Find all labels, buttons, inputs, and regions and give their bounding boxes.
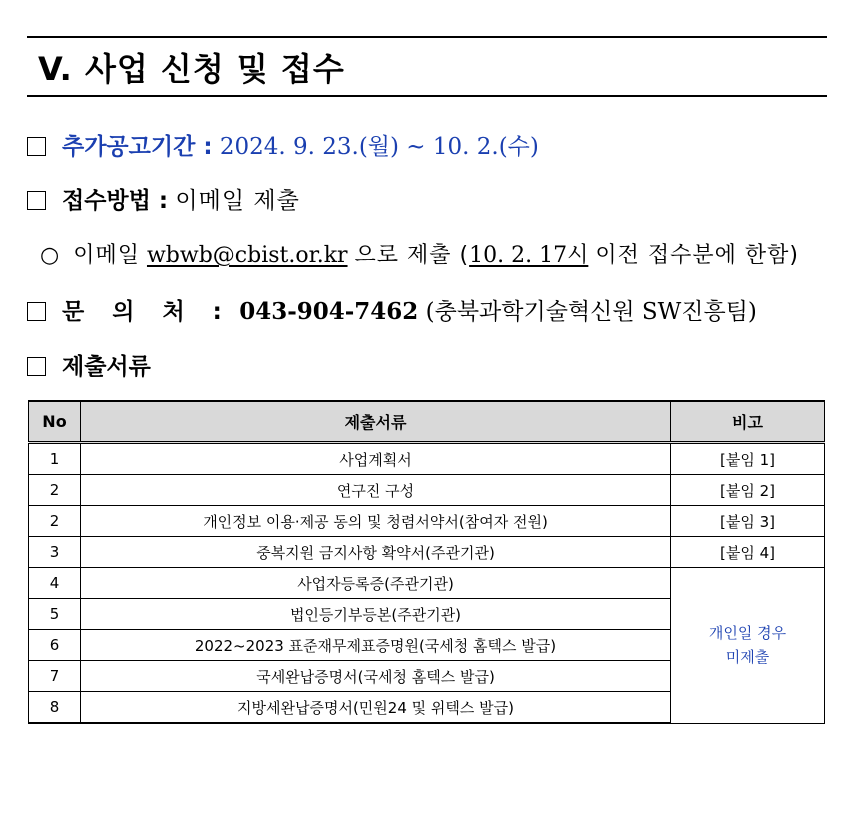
- table-row: [29, 568, 825, 599]
- period-value: 2024. 9. 23.(월) ~ 10. 2.(수): [219, 134, 539, 160]
- row-name: 지방세완납증명서(민원24 및 위텍스 발급): [81, 692, 671, 724]
- table-row: [29, 537, 825, 568]
- documents-label: 제출서류: [62, 354, 151, 380]
- row-name: 2022~2023 표준재무제표증명원(국세청 홈텍스 발급): [81, 630, 671, 661]
- row-name: 국세완납증명서(국세청 홈텍스 발급): [81, 661, 671, 692]
- row-name: 법인등기부등본(주관기관): [81, 599, 671, 630]
- row-remark: [붙임 4]: [671, 537, 825, 568]
- checkbox-icon: [27, 302, 46, 321]
- method-line: [27, 182, 300, 215]
- row-no: 5: [29, 599, 81, 630]
- email-link[interactable]: wbwb@cbist.or.kr: [146, 243, 348, 268]
- checkbox-icon: [27, 191, 46, 210]
- checkbox-icon: [27, 357, 46, 376]
- row-name: 중복지원 금지사항 확약서(주관기관): [81, 537, 671, 568]
- contact-line: [27, 293, 757, 326]
- documents-line: [27, 348, 151, 381]
- row-remark: [붙임 1]: [671, 443, 825, 475]
- title-rule: [27, 95, 827, 97]
- table-row: [29, 506, 825, 537]
- top-rule: [27, 36, 827, 38]
- checkbox-icon: [27, 137, 46, 156]
- table-header-row: [29, 401, 825, 443]
- row-name: 개인정보 이용·제공 동의 및 청렴서약서(참여자 전원): [81, 506, 671, 537]
- contact-org: (충북과학기술혁신원 SW진흥팀): [425, 299, 757, 325]
- table-row: [29, 443, 825, 475]
- row-no: 1: [29, 443, 81, 475]
- row-name: 사업계획서: [81, 443, 671, 475]
- method-label: 접수방법 :: [62, 188, 169, 214]
- row-name: 연구진 구성: [81, 475, 671, 506]
- method-detail-line: [40, 238, 799, 269]
- period-line: [27, 128, 539, 161]
- merged-remark-line2: 미제출: [725, 648, 770, 667]
- header-remark: 비고: [671, 401, 825, 443]
- row-no: 2: [29, 506, 81, 537]
- circle-bullet-icon: ○: [40, 243, 60, 268]
- table-row: [29, 475, 825, 506]
- row-no: 3: [29, 537, 81, 568]
- row-remark: [붙임 3]: [671, 506, 825, 537]
- row-no: 8: [29, 692, 81, 724]
- row-no: 2: [29, 475, 81, 506]
- row-name: 사업자등록증(주관기관): [81, 568, 671, 599]
- contact-label: 문 의 처 :: [62, 299, 232, 325]
- contact-phone: 043-904-7462: [239, 298, 419, 325]
- merged-remark-line1: 개인일 경우: [708, 624, 787, 643]
- detail-prefix: 이메일: [73, 243, 140, 268]
- row-no: 6: [29, 630, 81, 661]
- header-no: No: [29, 401, 81, 443]
- header-name: 제출서류: [81, 401, 671, 443]
- method-value: 이메일 제출: [175, 188, 300, 214]
- deadline-text: 10. 2. 17시: [469, 243, 589, 268]
- documents-table: [28, 400, 825, 724]
- merged-remark-cell: [671, 568, 825, 724]
- section-title: V. 사업 신청 및 접수: [38, 50, 345, 88]
- row-no: 7: [29, 661, 81, 692]
- row-remark: [붙임 2]: [671, 475, 825, 506]
- row-no: 4: [29, 568, 81, 599]
- period-label: 추가공고기간 :: [62, 134, 213, 160]
- detail-mid: 으로 제출 (: [354, 243, 470, 268]
- detail-suffix: 이전 접수분에 한함): [595, 243, 799, 268]
